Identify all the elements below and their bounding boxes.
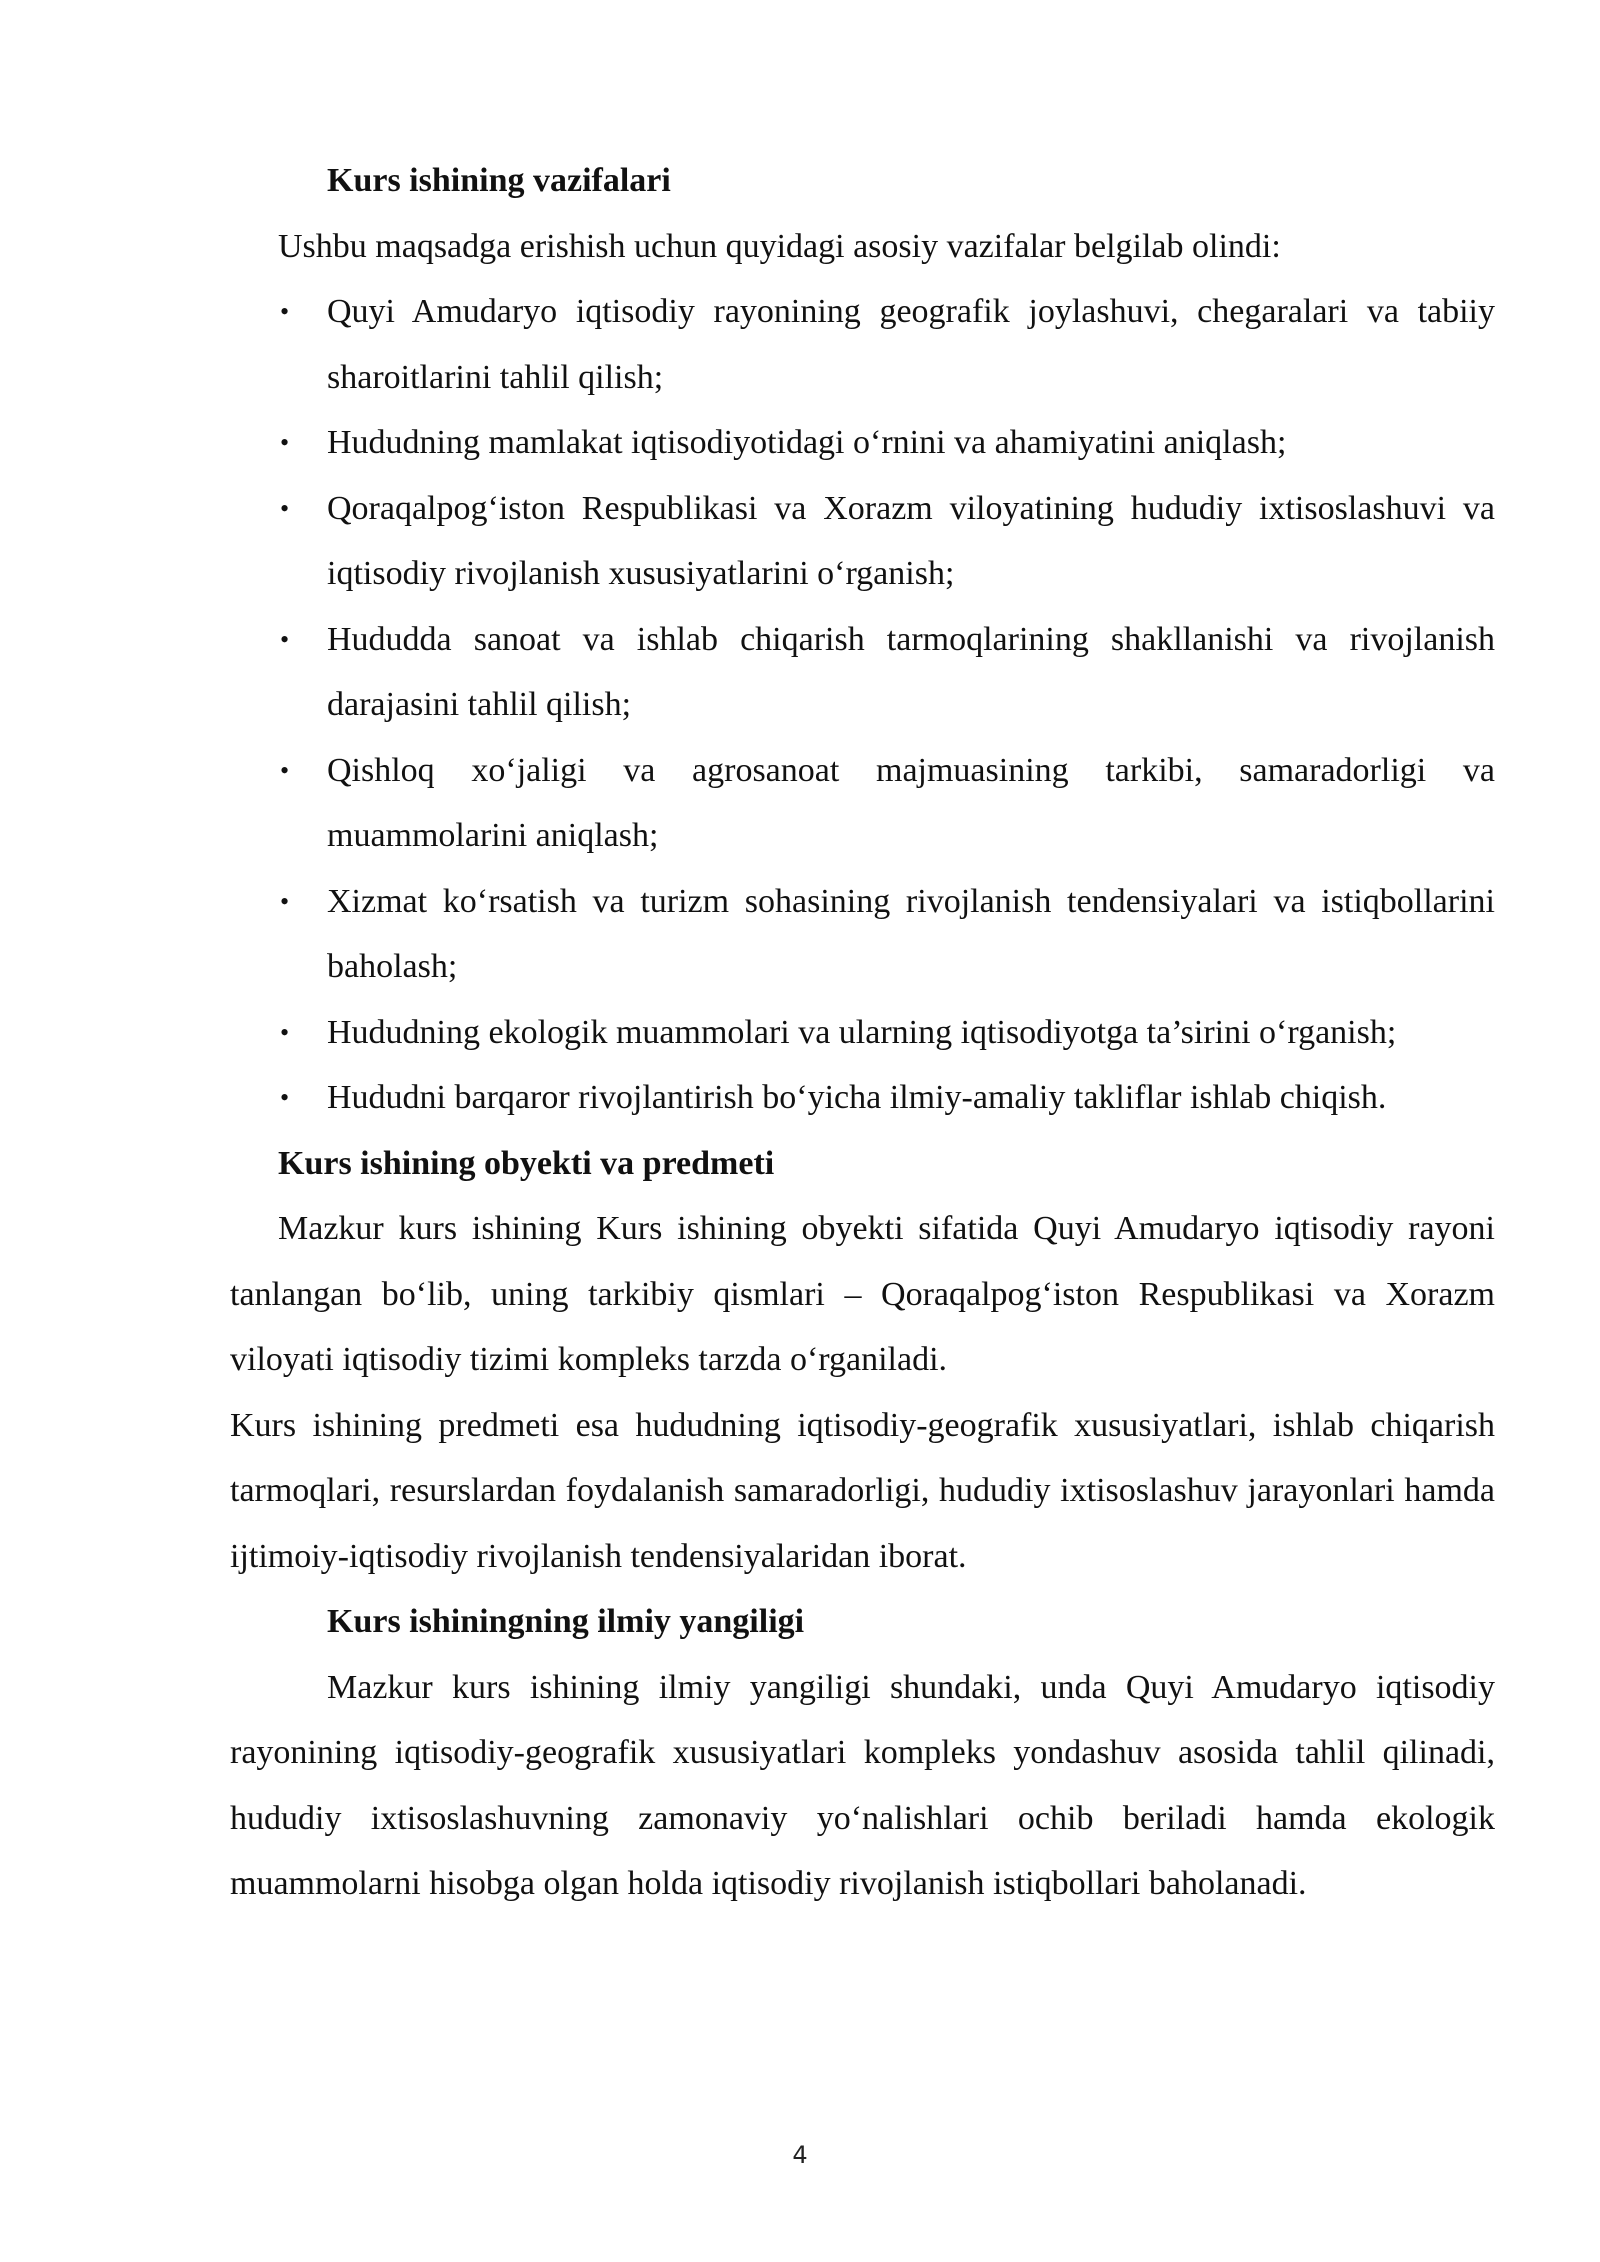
list-item bbox=[230, 738, 1495, 869]
task-text: Xizmat ko‘rsatish va turizm sohasining rivojlanish tendensiyalari va istiqbollarini baholash; bbox=[327, 882, 1495, 985]
novelty-paragraph: Mazkur kurs ishining ilmiy yangiligi shundaki, unda Quyi Amudaryo iqtisodiy rayonining iqtisodiy-geografik xususiyatlari kompleks yondashuv asosida tahlil qilinadi, hududiy ixtisoslashuvning zamonaviy yo‘nalishlari ochib beriladi hamda ekologik muammolarni hisobga olgan holda iqtisodiy rivojlanish istiqbollari baholanadi. bbox=[230, 1668, 1495, 1902]
heading-scientific-novelty: Kurs ishiningning ilmiy yangiligi bbox=[327, 1603, 805, 1640]
heading-tasks: Kurs ishining vazifalari bbox=[327, 162, 671, 199]
bullet-icon: • bbox=[280, 1017, 290, 1047]
bullet-icon: • bbox=[280, 755, 290, 785]
list-item bbox=[230, 279, 1495, 410]
task-text: Hududda sanoat va ishlab chiqarish tarmoqlarining shakllanishi va rivojlanish darajasini tahlil qilish; bbox=[327, 620, 1495, 723]
task-text: Quyi Amudaryo iqtisodiy rayonining geografik joylashuvi, chegaralari va tabiiy sharoitlarini tahlil qilish; bbox=[327, 293, 1495, 396]
task-text: Hududning ekologik muammolari va ularning iqtisodiyotga ta’sirini o‘rganish; bbox=[327, 1013, 1397, 1051]
bullet-icon: • bbox=[280, 886, 290, 916]
list-item bbox=[230, 1065, 1495, 1131]
tasks-list bbox=[230, 279, 1495, 1131]
list-item bbox=[230, 869, 1495, 1000]
bullet-icon: • bbox=[280, 297, 290, 326]
bullet-icon: • bbox=[280, 1083, 290, 1112]
tasks-intro: Ushbu maqsadga erishish uchun quyidagi asosiy vazifalar belgilab olindi: bbox=[278, 227, 1281, 265]
document-page bbox=[230, 148, 1495, 1917]
task-text: Hududning mamlakat iqtisodiyotidagi o‘rnini va ahamiyatini aniqlash; bbox=[327, 424, 1287, 461]
task-text: Qoraqalpog‘iston Respublikasi va Xorazm viloyatining hududiy ixtisoslashuvi va iqtisodiy rivojlanish xususiyatlarini o‘rganish; bbox=[327, 489, 1495, 592]
task-text: Hududni barqaror rivojlantirish bo‘yicha ilmiy-amaliy takliflar ishlab chiqish. bbox=[327, 1079, 1387, 1116]
list-item bbox=[230, 476, 1495, 607]
list-item bbox=[230, 410, 1495, 476]
list-item bbox=[230, 1000, 1495, 1066]
subject-paragraph: Kurs ishining predmeti esa hududning iqtisodiy-geografik xususiyatlari, ishlab chiqarish tarmoqlari, resurslardan foydalanish samaradorligi, hududiy ixtisoslashuv jarayonlari hamda ijtimoiy-iqtisodiy rivojlanish tendensiyalaridan iborat. bbox=[230, 1406, 1495, 1575]
bullet-icon: • bbox=[280, 428, 290, 457]
object-paragraph: Mazkur kurs ishining Kurs ishining obyekti sifatida Quyi Amudaryo iqtisodiy rayoni tanlangan bo‘lib, uning tarkibiy qismlari – Qoraqalpog‘iston Respublikasi va Xorazm viloyati iqtisodiy tizimi kompleks tarzda o‘rganiladi. bbox=[230, 1210, 1495, 1378]
list-item bbox=[230, 607, 1495, 738]
bullet-icon: • bbox=[280, 493, 290, 523]
bullet-icon: • bbox=[280, 624, 290, 654]
page-number: 4 bbox=[792, 2141, 808, 2169]
task-text: Qishloq xo‘jaligi va agrosanoat majmuasining tarkibi, samaradorligi va muammolarini aniqlash; bbox=[327, 751, 1495, 854]
heading-object-subject: Kurs ishining obyekti va predmeti bbox=[278, 1144, 775, 1182]
